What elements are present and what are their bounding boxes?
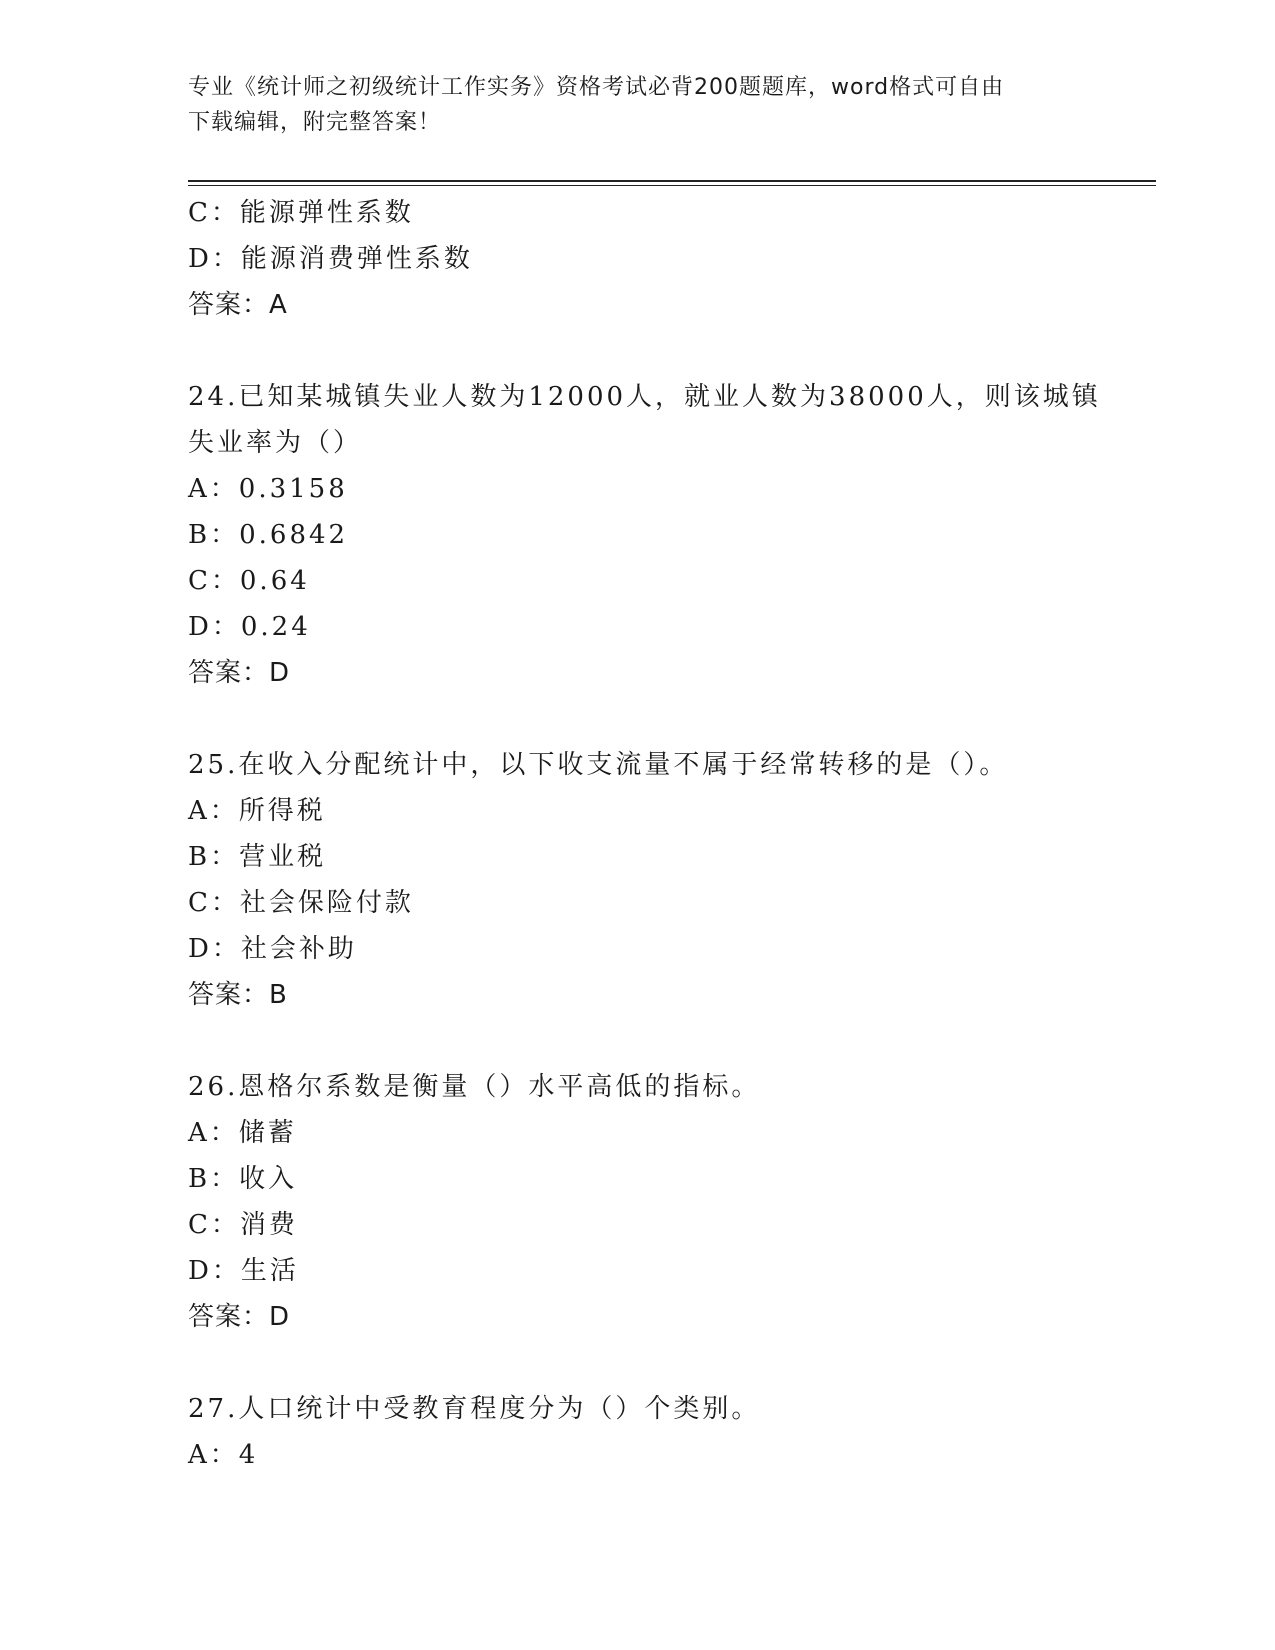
option-d: D：生活	[188, 1256, 299, 1286]
option-b: B：收入	[188, 1164, 298, 1194]
question-stem: 25.在收入分配统计中，以下收支流量不属于经常转移的是（）。	[188, 750, 1009, 780]
option-d: D：社会补助	[188, 934, 357, 964]
document-header	[188, 70, 1068, 140]
option-a: A：0.3158	[188, 474, 348, 504]
question-26	[188, 1064, 1156, 1340]
option-a: A：4	[188, 1440, 259, 1470]
question-stem: 26.恩格尔系数是衡量（）水平高低的指标。	[188, 1072, 761, 1102]
option-b: B：营业税	[188, 842, 327, 872]
answer: 答案：A	[188, 290, 288, 320]
option-a: A：所得税	[188, 796, 326, 826]
option-d: D：0.24	[188, 612, 311, 642]
option-c: C：社会保险付款	[188, 888, 414, 918]
option-d: D：能源消费弹性系数	[188, 244, 473, 274]
spacer	[188, 328, 1156, 374]
spacer	[188, 1340, 1156, 1386]
spacer	[188, 1018, 1156, 1064]
question-23-tail	[188, 190, 1156, 328]
option-c: C：能源弹性系数	[188, 198, 414, 228]
option-a: A：储蓄	[188, 1118, 297, 1148]
question-stem-continued: 失业率为（）	[188, 428, 363, 458]
answer: 答案：D	[188, 1302, 291, 1332]
answer: 答案：D	[188, 658, 291, 688]
option-b: B：0.6842	[188, 520, 349, 550]
answer: 答案：B	[188, 980, 288, 1010]
question-list	[188, 190, 1156, 1478]
question-stem: 27.人口统计中受教育程度分为（）个类别。	[188, 1394, 761, 1424]
header-line-1: 专业《统计师之初级统计工作实务》资格考试必背200题题库，word格式可自由	[188, 75, 1005, 100]
question-27	[188, 1386, 1156, 1478]
question-stem: 24.已知某城镇失业人数为12000人，就业人数为38000人，则该城镇	[188, 382, 1101, 412]
option-c: C：消费	[188, 1210, 298, 1240]
question-24	[188, 374, 1156, 696]
header-divider-thick	[188, 180, 1156, 182]
header-line-2: 下载编辑，附完整答案！	[188, 110, 442, 135]
option-c: C：0.64	[188, 566, 310, 596]
header-divider-thin	[188, 185, 1156, 186]
spacer	[188, 696, 1156, 742]
question-25	[188, 742, 1156, 1018]
